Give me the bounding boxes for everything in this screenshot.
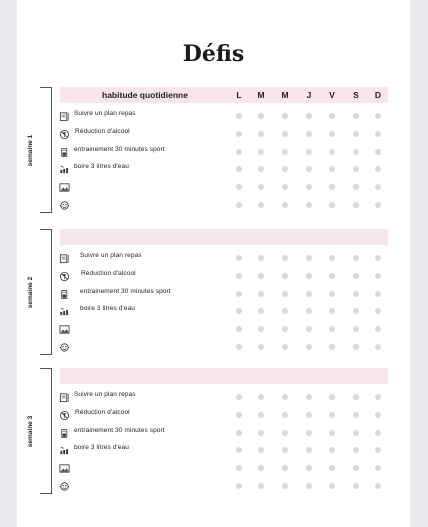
- day-checkbox[interactable]: [353, 149, 359, 155]
- day-checkbox[interactable]: [353, 184, 359, 190]
- habit-row: [17, 198, 410, 216]
- exercise-icon: [59, 147, 70, 158]
- habit-label: Réduction d'alcool: [75, 127, 130, 135]
- day-header: J: [306, 90, 312, 100]
- meal-plan-icon: [59, 392, 70, 403]
- day-checkbox[interactable]: [375, 483, 381, 489]
- day-checkbox[interactable]: [306, 166, 312, 172]
- day-checkbox[interactable]: [282, 447, 288, 453]
- day-checkbox[interactable]: [329, 184, 335, 190]
- day-checkbox[interactable]: [258, 394, 264, 400]
- day-checkbox[interactable]: [375, 255, 381, 261]
- day-checkbox[interactable]: [236, 202, 242, 208]
- day-checkbox[interactable]: [236, 149, 242, 155]
- day-checkbox[interactable]: [353, 394, 359, 400]
- day-checkbox[interactable]: [353, 131, 359, 137]
- day-checkbox[interactable]: [375, 113, 381, 119]
- day-checkbox[interactable]: [329, 255, 335, 261]
- day-checkbox[interactable]: [282, 344, 288, 350]
- day-checkbox[interactable]: [329, 394, 335, 400]
- week-section: [17, 87, 410, 247]
- day-checkbox[interactable]: [258, 430, 264, 436]
- day-checkbox[interactable]: [282, 483, 288, 489]
- habit-row: [17, 109, 410, 127]
- day-checkbox[interactable]: [236, 131, 242, 137]
- day-checkbox[interactable]: [258, 166, 264, 172]
- day-checkbox[interactable]: [329, 465, 335, 471]
- wellness-icon: [59, 342, 70, 353]
- day-checkbox[interactable]: [329, 202, 335, 208]
- day-checkbox[interactable]: [329, 447, 335, 453]
- day-checkbox[interactable]: [329, 412, 335, 418]
- habit-row: [17, 461, 410, 479]
- habit-row: [17, 390, 410, 408]
- image-icon: [59, 463, 70, 474]
- habit-row: [17, 269, 410, 287]
- day-checkbox[interactable]: [282, 131, 288, 137]
- day-checkbox[interactable]: [258, 113, 264, 119]
- day-checkbox[interactable]: [236, 483, 242, 489]
- water-icon: [59, 164, 70, 175]
- day-checkbox[interactable]: [236, 166, 242, 172]
- no-alcohol-icon: [59, 129, 70, 140]
- day-checkbox[interactable]: [258, 447, 264, 453]
- day-checkbox[interactable]: [306, 131, 312, 137]
- day-checkbox[interactable]: [353, 326, 359, 332]
- habit-label: entrainement 30 minutes sport: [74, 145, 165, 153]
- day-checkbox[interactable]: [236, 430, 242, 436]
- habit-label: boire 3 litres d'eau: [74, 163, 129, 171]
- wellness-icon: [59, 481, 70, 492]
- habit-label: Réduction d'alcool: [81, 269, 136, 277]
- day-checkbox[interactable]: [258, 291, 264, 297]
- water-icon: [59, 445, 70, 456]
- habit-row: [17, 340, 410, 358]
- day-checkbox[interactable]: [329, 344, 335, 350]
- day-checkbox[interactable]: [306, 326, 312, 332]
- day-checkbox[interactable]: [353, 166, 359, 172]
- day-checkbox[interactable]: [282, 166, 288, 172]
- meal-plan-icon: [59, 253, 70, 264]
- day-checkbox[interactable]: [306, 447, 312, 453]
- day-checkbox[interactable]: [236, 465, 242, 471]
- day-checkbox[interactable]: [329, 113, 335, 119]
- habit-row: [17, 408, 410, 426]
- habit-row: [17, 443, 410, 461]
- habit-row: [17, 479, 410, 497]
- week-header-bar: [60, 229, 388, 245]
- day-checkbox[interactable]: [329, 326, 335, 332]
- planner-page: [17, 0, 410, 527]
- day-checkbox[interactable]: [282, 184, 288, 190]
- day-checkbox[interactable]: [353, 202, 359, 208]
- day-checkbox[interactable]: [329, 291, 335, 297]
- day-checkbox[interactable]: [329, 149, 335, 155]
- day-checkbox[interactable]: [236, 344, 242, 350]
- day-checkbox[interactable]: [375, 394, 381, 400]
- day-header: D: [374, 90, 382, 100]
- day-checkbox[interactable]: [258, 255, 264, 261]
- day-header: S: [353, 90, 359, 100]
- day-checkbox[interactable]: [282, 113, 288, 119]
- day-checkbox[interactable]: [329, 131, 335, 137]
- day-checkbox[interactable]: [353, 255, 359, 261]
- day-checkbox[interactable]: [353, 113, 359, 119]
- day-checkbox[interactable]: [282, 273, 288, 279]
- day-checkbox[interactable]: [375, 202, 381, 208]
- day-checkbox[interactable]: [329, 166, 335, 172]
- day-checkbox[interactable]: [306, 430, 312, 436]
- day-checkbox[interactable]: [353, 412, 359, 418]
- day-checkbox[interactable]: [306, 308, 312, 314]
- habit-column-header: habitude quotidienne: [102, 90, 188, 100]
- habit-label: boire 3 litres d'eau: [80, 305, 135, 313]
- exercise-icon: [59, 289, 70, 300]
- day-checkbox[interactable]: [306, 113, 312, 119]
- day-checkbox[interactable]: [282, 255, 288, 261]
- day-checkbox[interactable]: [258, 412, 264, 418]
- day-header: M: [281, 90, 289, 100]
- day-checkbox[interactable]: [236, 326, 242, 332]
- day-checkbox[interactable]: [258, 326, 264, 332]
- week-label-text: semaine 2: [27, 276, 35, 308]
- day-checkbox[interactable]: [236, 255, 242, 261]
- day-checkbox[interactable]: [282, 308, 288, 314]
- day-header: M: [257, 90, 265, 100]
- day-checkbox[interactable]: [375, 184, 381, 190]
- day-checkbox[interactable]: [282, 430, 288, 436]
- day-checkbox[interactable]: [353, 447, 359, 453]
- day-checkbox[interactable]: [236, 184, 242, 190]
- day-checkbox[interactable]: [306, 412, 312, 418]
- page-title: Défis: [182, 41, 245, 67]
- wellness-icon: [59, 200, 70, 211]
- day-checkbox[interactable]: [258, 344, 264, 350]
- habit-row: [17, 162, 410, 180]
- week-label-text: semaine 1: [27, 134, 35, 166]
- day-checkbox[interactable]: [306, 465, 312, 471]
- day-checkbox[interactable]: [353, 291, 359, 297]
- habit-row: [17, 180, 410, 198]
- no-alcohol-icon: [59, 410, 70, 421]
- day-checkbox[interactable]: [282, 291, 288, 297]
- day-checkbox[interactable]: [306, 291, 312, 297]
- day-checkbox[interactable]: [258, 465, 264, 471]
- habit-row: [17, 426, 410, 444]
- no-alcohol-icon: [59, 271, 70, 282]
- day-checkbox[interactable]: [236, 308, 242, 314]
- day-checkbox[interactable]: [329, 308, 335, 314]
- day-header: L: [236, 90, 242, 100]
- habit-label: entrainement 30 minutes sport: [80, 287, 171, 295]
- day-checkbox[interactable]: [375, 430, 381, 436]
- day-checkbox[interactable]: [353, 483, 359, 489]
- image-icon: [59, 324, 70, 335]
- day-checkbox[interactable]: [375, 291, 381, 297]
- day-checkbox[interactable]: [306, 344, 312, 350]
- day-checkbox[interactable]: [236, 113, 242, 119]
- day-checkbox[interactable]: [375, 166, 381, 172]
- habit-row: [17, 145, 410, 163]
- day-checkbox[interactable]: [236, 273, 242, 279]
- week-label-text: semaine 3: [27, 415, 35, 447]
- day-checkbox[interactable]: [282, 412, 288, 418]
- habit-label: entrainement 30 minutes sport: [74, 426, 165, 434]
- day-checkbox[interactable]: [375, 412, 381, 418]
- day-checkbox[interactable]: [282, 394, 288, 400]
- day-checkbox[interactable]: [236, 291, 242, 297]
- day-checkbox[interactable]: [236, 412, 242, 418]
- day-checkbox[interactable]: [353, 308, 359, 314]
- week-section: [17, 229, 410, 389]
- day-checkbox[interactable]: [306, 394, 312, 400]
- day-checkbox[interactable]: [258, 308, 264, 314]
- day-checkbox[interactable]: [375, 326, 381, 332]
- day-checkbox[interactable]: [258, 202, 264, 208]
- habit-row: [17, 322, 410, 340]
- habit-label: Suivre un plan repas: [74, 391, 136, 398]
- week-header-bar: [60, 368, 388, 384]
- day-checkbox[interactable]: [329, 483, 335, 489]
- day-checkbox[interactable]: [306, 202, 312, 208]
- day-checkbox[interactable]: [306, 273, 312, 279]
- day-checkbox[interactable]: [353, 344, 359, 350]
- day-checkbox[interactable]: [353, 465, 359, 471]
- day-checkbox[interactable]: [236, 447, 242, 453]
- day-checkbox[interactable]: [306, 184, 312, 190]
- day-checkbox[interactable]: [306, 255, 312, 261]
- day-checkbox[interactable]: [258, 184, 264, 190]
- day-checkbox[interactable]: [282, 149, 288, 155]
- day-checkbox[interactable]: [236, 394, 242, 400]
- habit-row: [17, 287, 410, 305]
- habit-label: boire 3 litres d'eau: [74, 444, 129, 452]
- day-checkbox[interactable]: [282, 202, 288, 208]
- day-checkbox[interactable]: [375, 308, 381, 314]
- day-checkbox[interactable]: [375, 447, 381, 453]
- day-checkbox[interactable]: [258, 149, 264, 155]
- day-checkbox[interactable]: [375, 131, 381, 137]
- day-checkbox[interactable]: [306, 149, 312, 155]
- habit-label: Suivre un plan repas: [74, 110, 136, 117]
- day-checkbox[interactable]: [375, 465, 381, 471]
- day-checkbox[interactable]: [282, 326, 288, 332]
- habit-row: [17, 251, 410, 269]
- day-checkbox[interactable]: [329, 273, 335, 279]
- week-section: [17, 368, 410, 527]
- day-checkbox[interactable]: [306, 483, 312, 489]
- water-icon: [59, 306, 70, 317]
- day-checkbox[interactable]: [353, 273, 359, 279]
- day-checkbox[interactable]: [258, 131, 264, 137]
- habit-label: Réduction d'alcool: [75, 408, 130, 416]
- habit-label: Suivre un plan repas: [80, 252, 142, 259]
- day-checkbox[interactable]: [375, 273, 381, 279]
- day-checkbox[interactable]: [258, 483, 264, 489]
- habit-row: [17, 304, 410, 322]
- day-checkbox[interactable]: [329, 430, 335, 436]
- image-icon: [59, 182, 70, 193]
- day-checkbox[interactable]: [282, 465, 288, 471]
- day-checkbox[interactable]: [375, 344, 381, 350]
- day-checkbox[interactable]: [353, 430, 359, 436]
- exercise-icon: [59, 428, 70, 439]
- habit-row: [17, 127, 410, 145]
- meal-plan-icon: [59, 111, 70, 122]
- day-checkbox[interactable]: [375, 149, 381, 155]
- day-header: V: [329, 90, 335, 100]
- week-header-bar: [60, 87, 388, 103]
- day-checkbox[interactable]: [258, 273, 264, 279]
